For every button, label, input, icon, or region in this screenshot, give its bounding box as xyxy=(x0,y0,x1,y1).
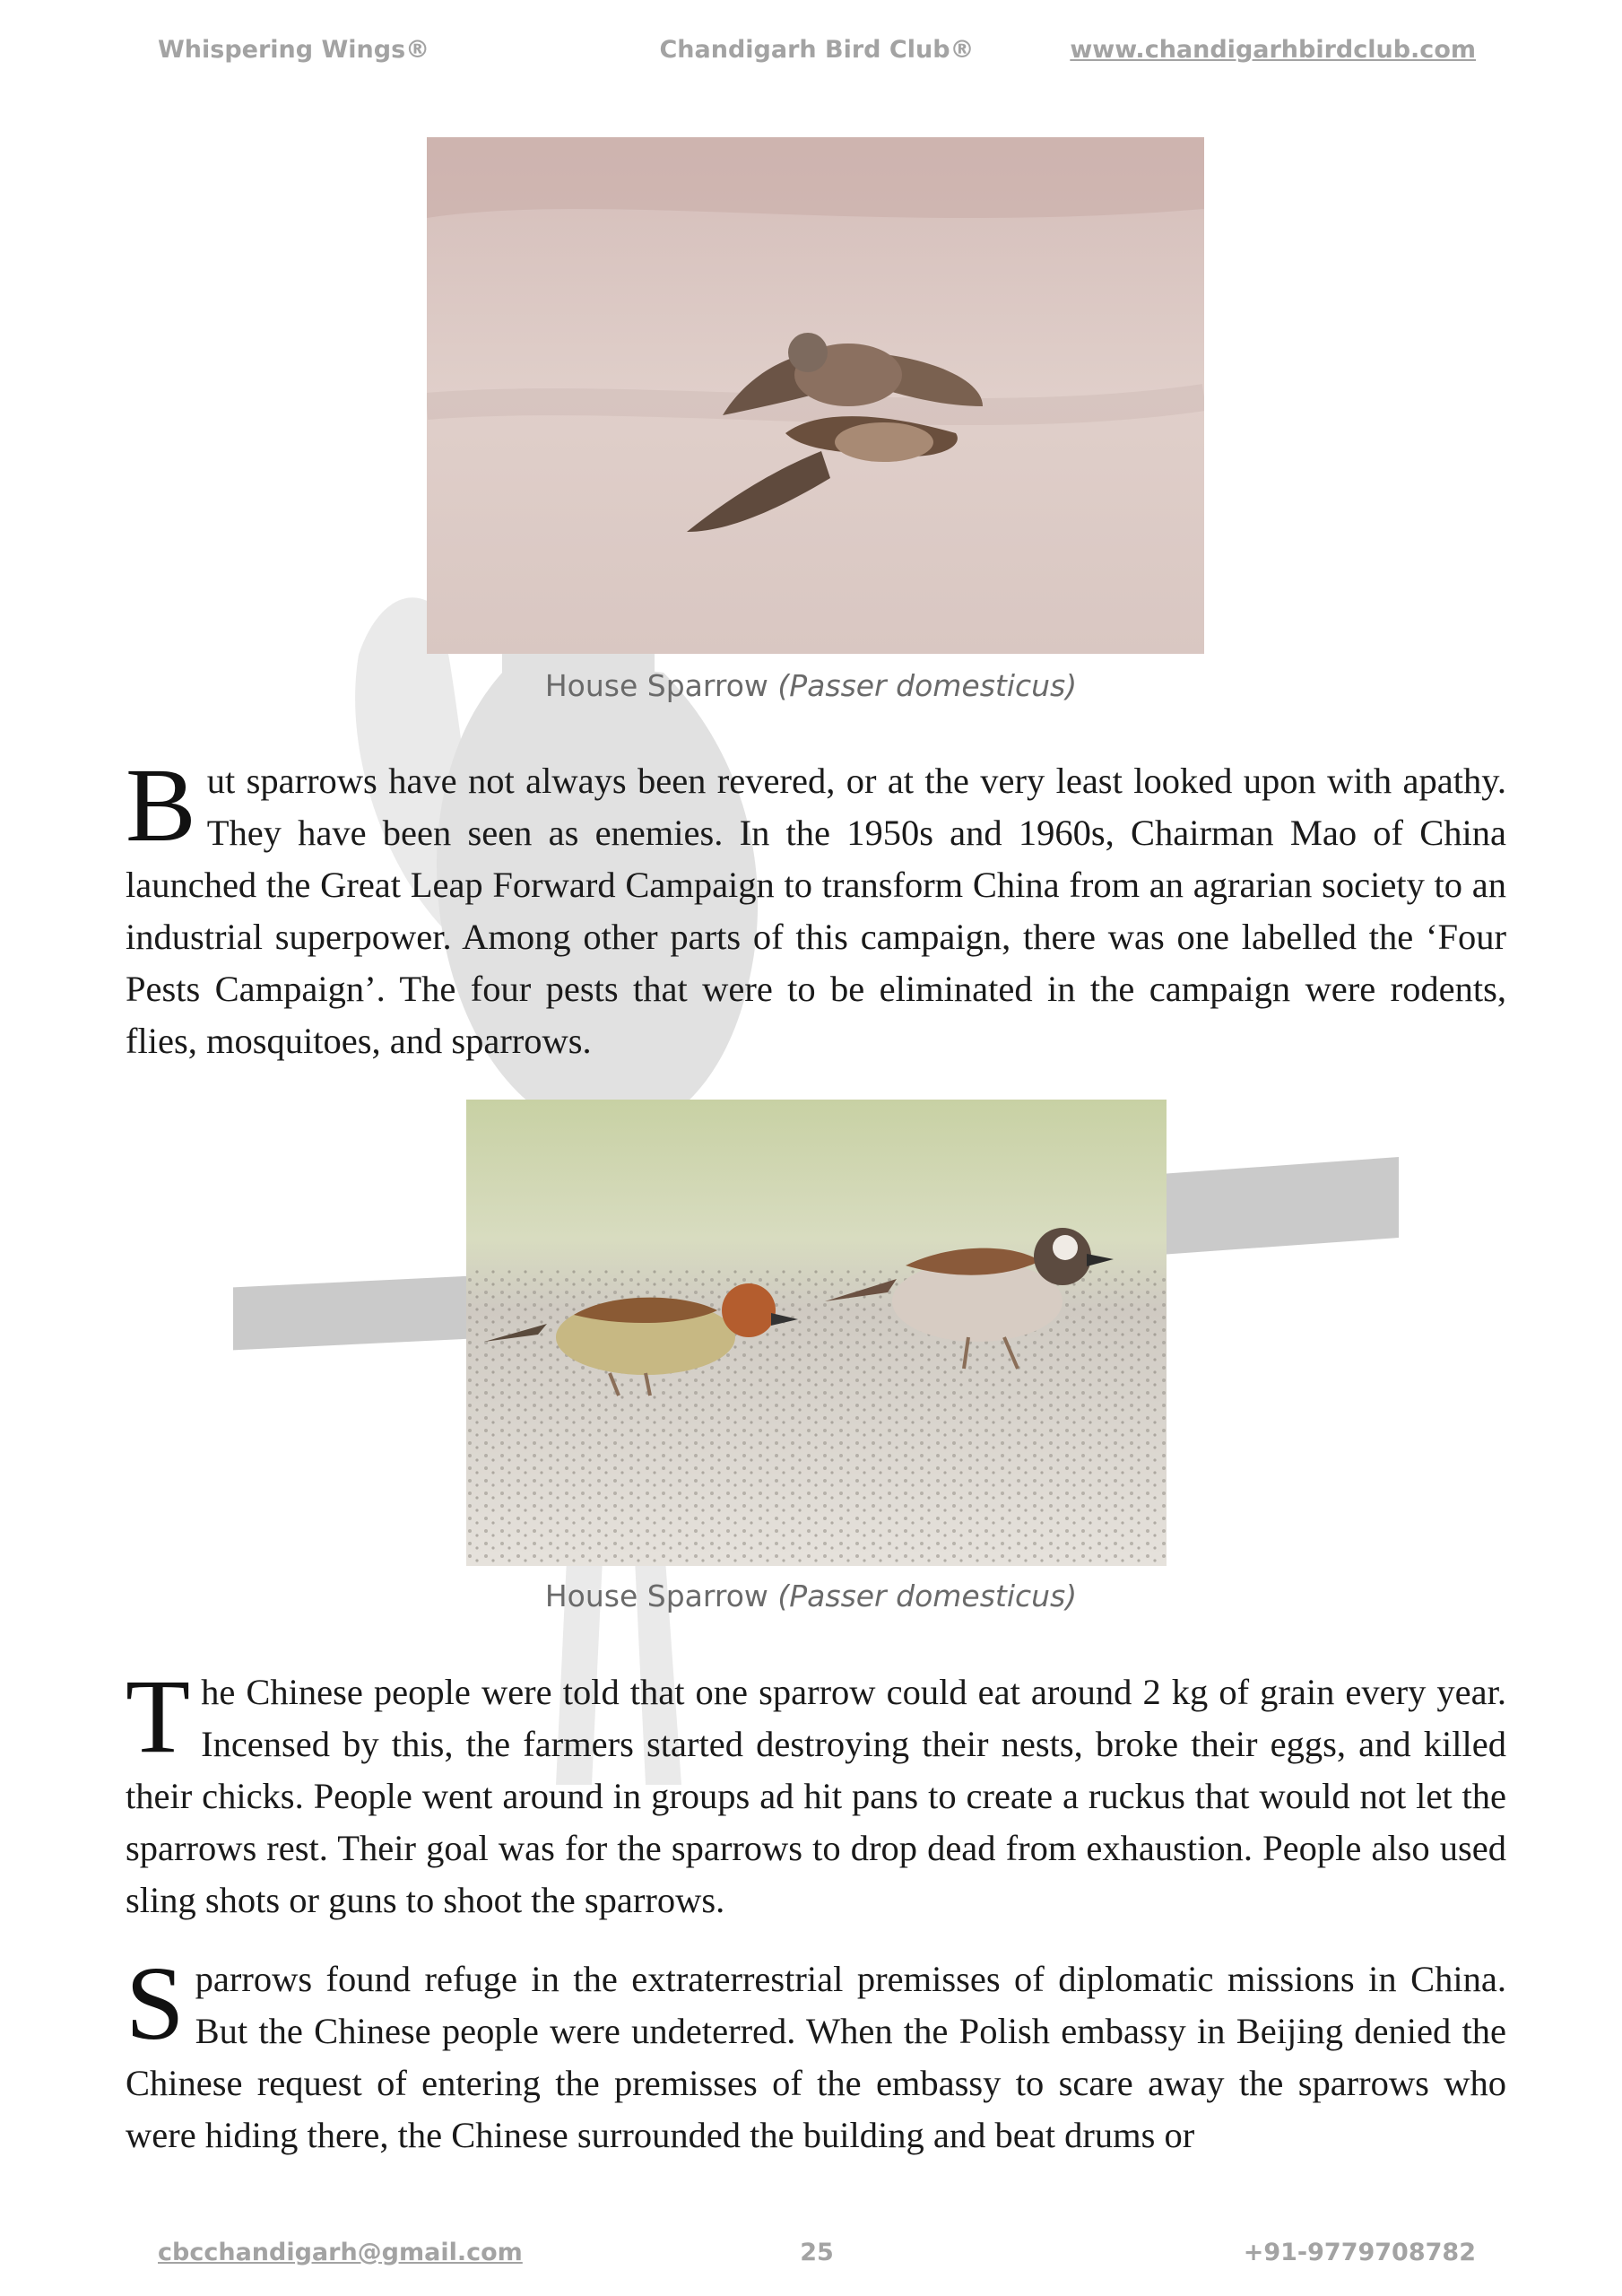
paragraph-text: parrows found refuge in the extraterrestrial premisses of diplomatic missions in China. But the Chinese people were undeterred. When the Polish embassy in Beijing denied the Chinese request of entering the premisses of the embassy to scare away the sparrows who were hiding there, the Chinese surrounded the building and beat drums or xyxy=(126,1959,1506,2155)
sparrow-photo-1 xyxy=(427,137,1204,654)
paragraph-text: ut sparrows have not always been revered, or at the very least looked upon with apathy. They have been seen as enemies. In the 1950s and 1960s, Chairman Mao of China launched the Great Leap Forward Campaign to transform China from an agrarian society to an industrial superpower. Among other parts of this campaign, there was one labelled the ‘Four Pests Campaign’. The four pests that were to be eliminated in the campaign were rodents, flies, mosquitoes, and sparrows. xyxy=(126,761,1506,1061)
caption-scientific-name: (Passer domesticus) xyxy=(777,668,1078,703)
caption-common-name: House Sparrow xyxy=(544,1578,778,1613)
header-publication: Whispering Wings® xyxy=(158,36,430,64)
drop-cap: B xyxy=(126,746,196,864)
photo-1-caption xyxy=(0,668,1622,703)
footer-email-link[interactable]: cbcchandigarh@gmail.com xyxy=(158,2239,523,2266)
header-club-name: Chandigarh Bird Club® xyxy=(659,36,975,64)
sparrow-photo-2 xyxy=(466,1100,1167,1566)
page-header xyxy=(158,36,1476,72)
paragraph-grain xyxy=(126,1657,1506,1926)
drop-cap: T xyxy=(126,1657,191,1775)
paragraph-text: he Chinese people were told that one sparrow could eat around 2 kg of grain every year. Incensed by this, the farmers started destroying their nests, broke their eggs, and killed their chicks. People went around in groups ad hit pans to create a ruckus that would not let the sparrows rest. Their goal was for the sparrows to drop dead from exhaustion. People also used sling shots or guns to shoot the sparrows. xyxy=(126,1672,1506,1920)
paragraph-four-pests xyxy=(126,746,1506,1067)
footer-phone: +91-9779708782 xyxy=(1243,2239,1476,2266)
paragraph-refuge xyxy=(126,1944,1506,2161)
caption-common-name: House Sparrow xyxy=(544,668,778,703)
caption-scientific-name: (Passer domesticus) xyxy=(777,1578,1078,1613)
photo-2-caption xyxy=(0,1578,1622,1613)
drop-cap: S xyxy=(126,1944,185,2062)
page-number: 25 xyxy=(800,2239,834,2266)
header-website-link[interactable]: www.chandigarhbirdclub.com xyxy=(1070,36,1476,64)
page-footer xyxy=(158,2239,1476,2274)
